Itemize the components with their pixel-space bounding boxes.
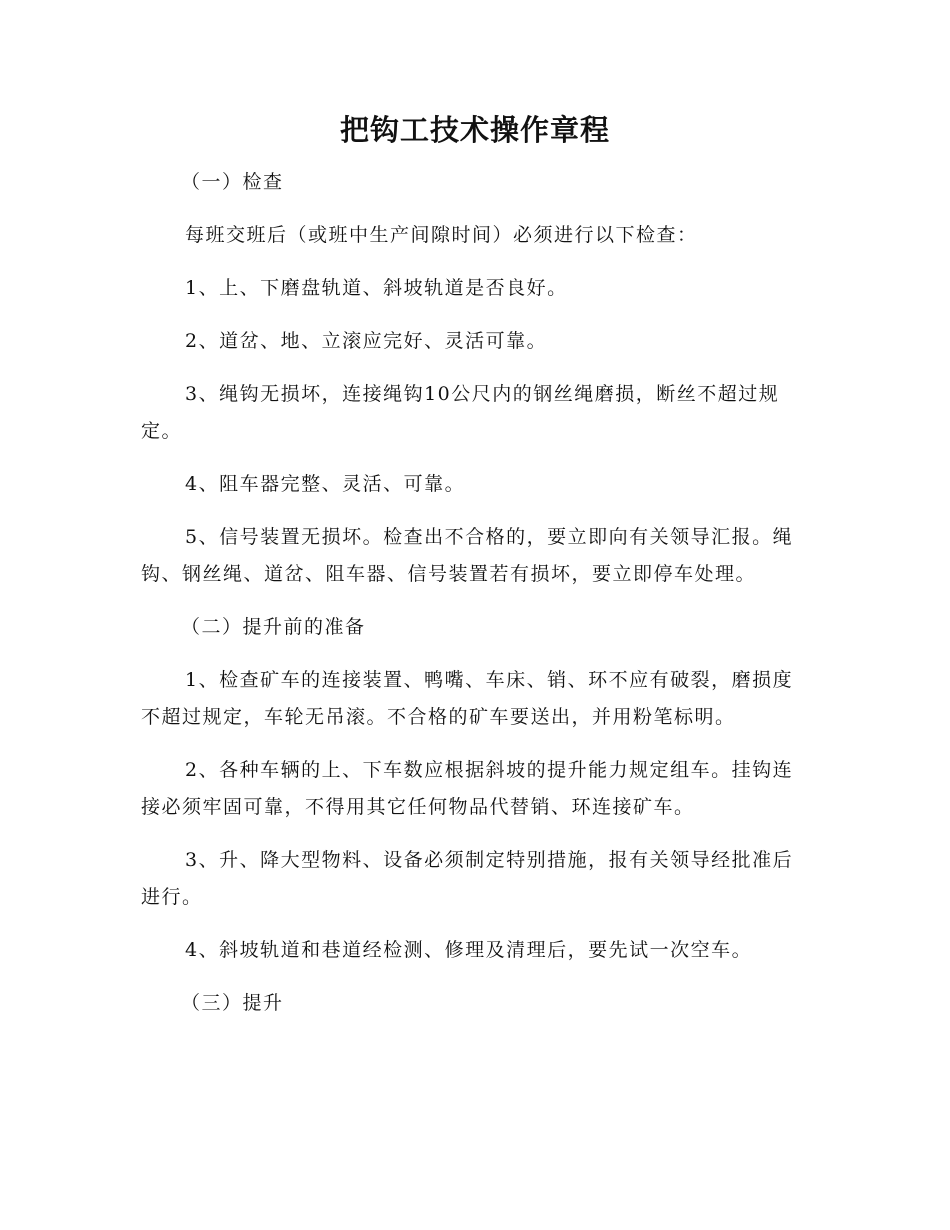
inspection-item: 5、信号装置无损坏。检查出不合格的，要立即向有关领导汇报。绳钩、钢丝绳、道岔、阻车器、信号装置若有损坏，要立即停车处理。 (141, 526, 794, 585)
preparation-item: 2、各种车辆的上、下车数应根据斜坡的提升能力规定组车。挂钩连接必须牢固可靠，不得用其它任何物品代替销、环连接矿车。 (141, 759, 794, 818)
inspection-item: 4、阻车器完整、灵活、可靠。 (185, 473, 466, 495)
inspection-item: 2、道岔、地、立滚应完好、灵活可靠。 (185, 330, 548, 352)
section-heading-preparation: （二）提升前的准备 (181, 616, 366, 638)
inspection-item: 3、绳钩无损坏，连接绳钩10公尺内的钢丝绳磨损，断丝不超过规定。 (141, 383, 780, 442)
preparation-item: 4、斜坡轨道和巷道经检测、修理及清理后，要先试一次空车。 (185, 939, 753, 961)
preparation-item: 3、升、降大型物料、设备必须制定特别措施，报有关领导经批准后进行。 (141, 849, 794, 908)
preparation-item: 1、检查矿车的连接装置、鸭嘴、车床、销、环不应有破裂，磨损度不超过规定，车轮无吊滚。不合格的矿车要送出，并用粉笔标明。 (141, 669, 794, 728)
section-heading-inspection: （一）检查 (181, 171, 284, 193)
section-heading-hoisting: （三）提升 (181, 992, 284, 1014)
document-body (141, 164, 811, 1038)
inspection-intro: 每班交班后（或班中生产间隙时间）必须进行以下检查： (185, 224, 698, 246)
inspection-item: 1、上、下磨盘轨道、斜坡轨道是否良好。 (185, 277, 568, 299)
document-title: 把钩工技术操作章程 (339, 113, 610, 147)
